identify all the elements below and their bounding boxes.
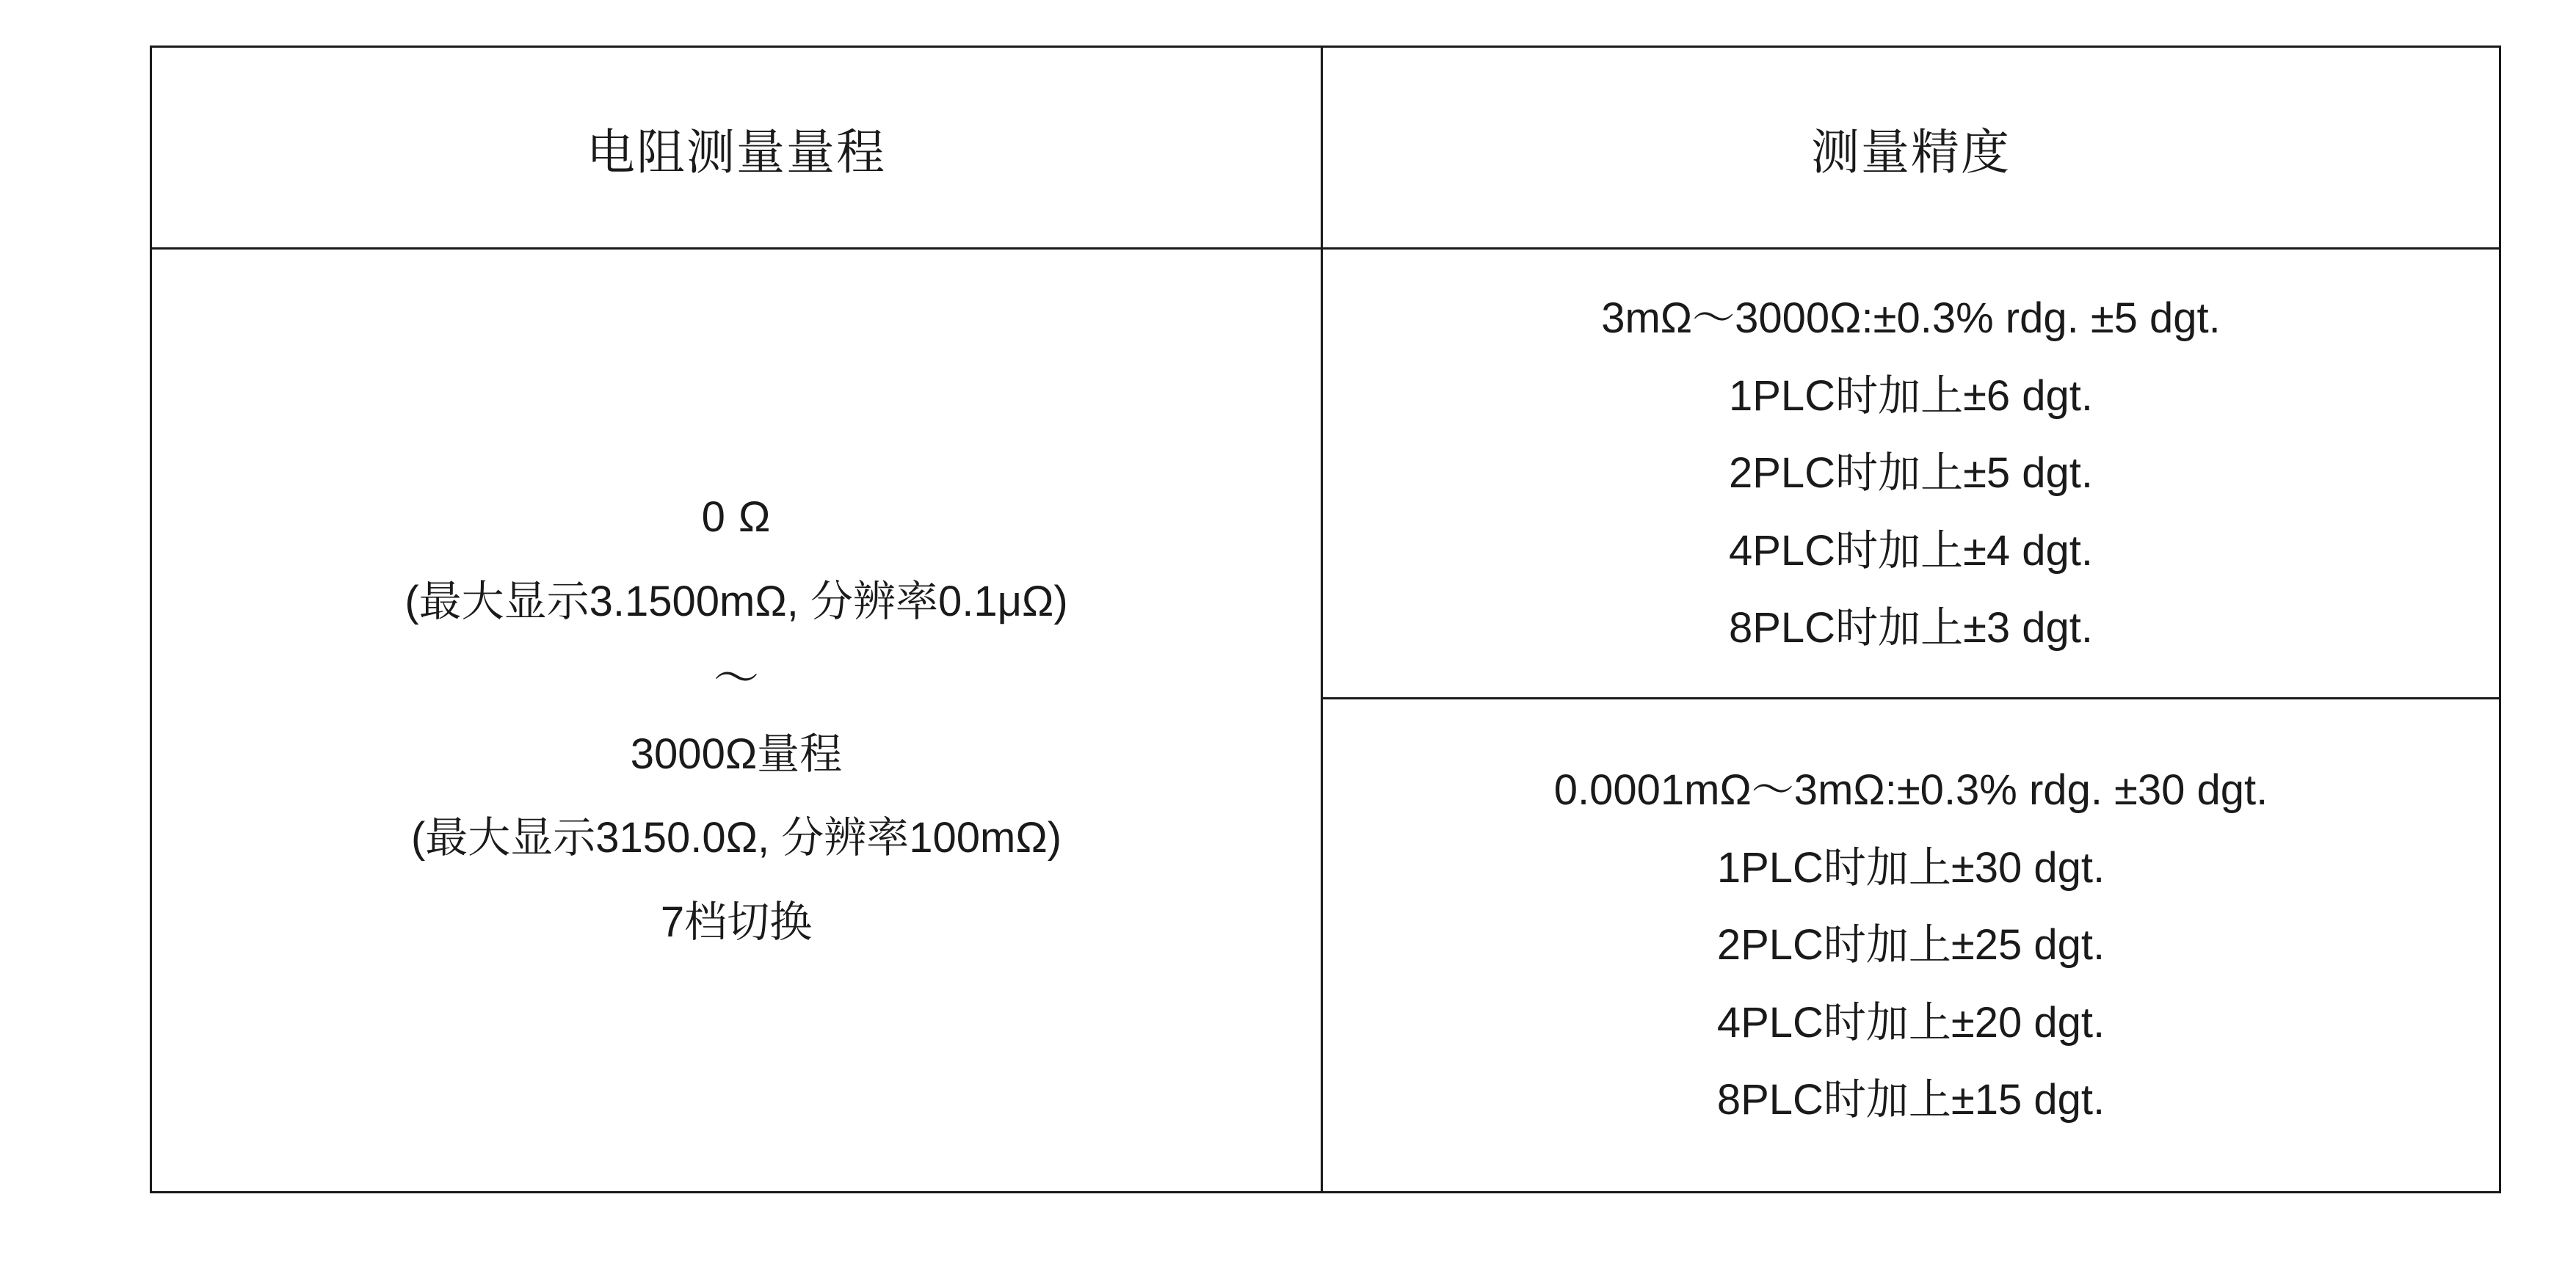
accuracy-head-line: 0.0001mΩ～3mΩ:±0.3% rdg. ±30 dgt. — [1553, 766, 2268, 815]
accuracy-head-line: 3mΩ～3000Ω:±0.3% rdg. ±5 dgt. — [1601, 294, 2221, 343]
range-line-3: ～ — [713, 652, 759, 704]
range-line-6: 7档切换 — [660, 898, 813, 947]
accuracy-sub-line: 8PLC时加上±15 dgt. — [1716, 1076, 2105, 1124]
table-row — [151, 249, 2500, 699]
accuracy-sub-line: 4PLC时加上±20 dgt. — [1716, 998, 2105, 1047]
cell-resistance-range — [151, 249, 1322, 1193]
column-header-measurement-accuracy: 测量精度 — [1322, 47, 2500, 249]
accuracy-sub-line: 2PLC时加上±25 dgt. — [1716, 921, 2105, 969]
range-line-2: (最大显示3.1500mΩ, 分辨率0.1μΩ) — [404, 577, 1068, 625]
column-header-resistance-range: 电阻测量量程 — [151, 47, 1322, 249]
range-line-5: (最大显示3150.0Ω, 分辨率100mΩ) — [410, 814, 1062, 862]
accuracy-sub-line: 2PLC时加上±5 dgt. — [1728, 449, 2094, 498]
range-line-4: 3000Ω量程 — [630, 730, 843, 778]
cell-accuracy-low-range — [1322, 699, 2500, 1193]
table-header-row — [151, 47, 2500, 249]
accuracy-sub-line: 1PLC时加上±30 dgt. — [1716, 843, 2105, 892]
accuracy-sub-line: 4PLC时加上±4 dgt. — [1728, 526, 2094, 575]
accuracy-sub-line: 1PLC时加上±6 dgt. — [1728, 371, 2094, 420]
resistance-spec-table — [150, 46, 2501, 1193]
range-line-1: 0 Ω — [701, 492, 772, 541]
cell-accuracy-high-range — [1322, 249, 2500, 699]
accuracy-sub-line: 8PLC时加上±3 dgt. — [1728, 604, 2094, 652]
